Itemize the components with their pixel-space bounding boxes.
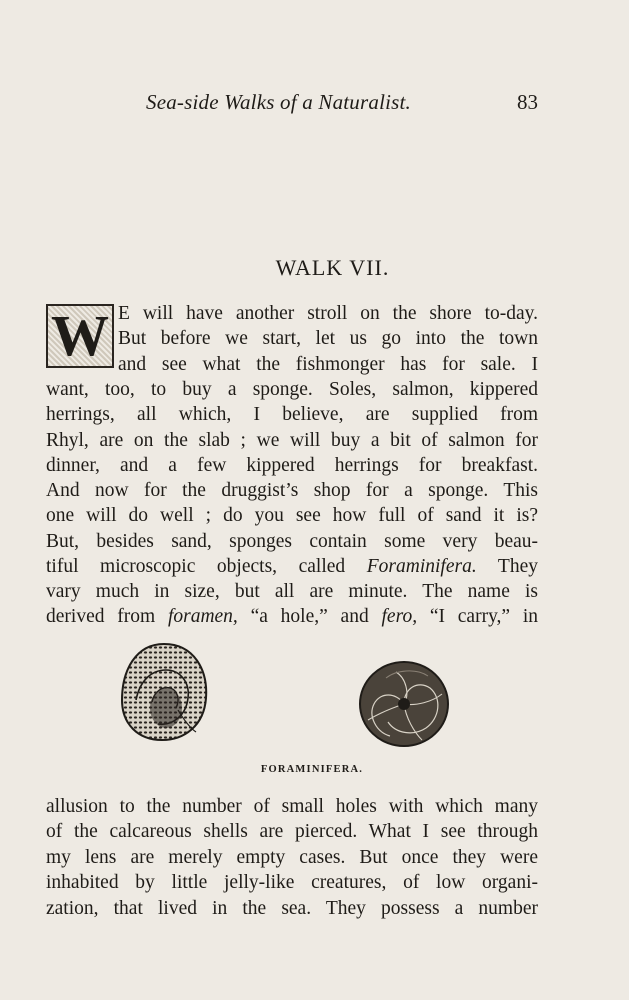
chambered-shell-illustration bbox=[356, 658, 452, 750]
text-line: Rhyl, are on the slab ; we will buy a bit of salmon for bbox=[46, 430, 538, 451]
text-line: vary much in size, but all are minute. The name is bbox=[46, 581, 538, 602]
text-line bbox=[46, 557, 538, 577]
text-line: want, too, to buy a sponge. Soles, salmon, kippered bbox=[46, 379, 538, 400]
text-line: herrings, all which, I believe, are supplied from bbox=[46, 404, 538, 425]
italic-term: foramen, bbox=[167, 606, 238, 627]
text-line: and see what the fishmonger has for sale. I bbox=[118, 354, 538, 375]
text-line: one will do well ; do you see how full of sand it is? bbox=[46, 505, 538, 526]
text-run: tiful microscopic objects, called bbox=[46, 556, 346, 577]
text-line: zation, that lived in the sea. They possess a number bbox=[46, 898, 538, 919]
running-title: Sea-side Walks of a Naturalist. bbox=[146, 90, 412, 114]
text-line: allusion to the number of small holes with which many bbox=[46, 796, 538, 817]
foraminifera-figure bbox=[46, 640, 538, 780]
drop-cap-letter: W bbox=[51, 303, 109, 368]
text-line: But before we start, let us go into the town bbox=[118, 328, 538, 349]
text-line bbox=[46, 607, 538, 627]
text-line: of the calcareous shells are pierced. What I see through bbox=[46, 821, 538, 842]
perforated-shell-illustration bbox=[118, 640, 210, 744]
text-line: inhabited by little jelly-like creatures, of low organi- bbox=[46, 872, 538, 893]
text-line: my lens are merely empty cases. But once they were bbox=[46, 847, 538, 868]
drop-cap-ornament bbox=[46, 304, 114, 368]
text-run: “a hole,” and bbox=[250, 606, 369, 627]
chapter-title: WALK VII. bbox=[275, 255, 390, 280]
text-run: derived from bbox=[46, 606, 156, 627]
text-line: But, besides sand, sponges contain some very beau- bbox=[46, 531, 538, 552]
text-line: E will have another stroll on the shore to-day. bbox=[118, 303, 538, 324]
text-run: “I carry,” in bbox=[429, 606, 539, 627]
italic-term: fero, bbox=[381, 606, 418, 627]
text-run: They bbox=[497, 556, 538, 577]
figure-caption: FORAMINIFERA. bbox=[260, 764, 364, 775]
italic-term: Foraminifera. bbox=[366, 556, 477, 577]
text-line: And now for the druggist’s shop for a sponge. This bbox=[46, 480, 538, 501]
page-number: 83 bbox=[517, 90, 538, 114]
text-line: dinner, and a few kippered herrings for breakfast. bbox=[46, 455, 538, 476]
running-head bbox=[46, 90, 538, 118]
